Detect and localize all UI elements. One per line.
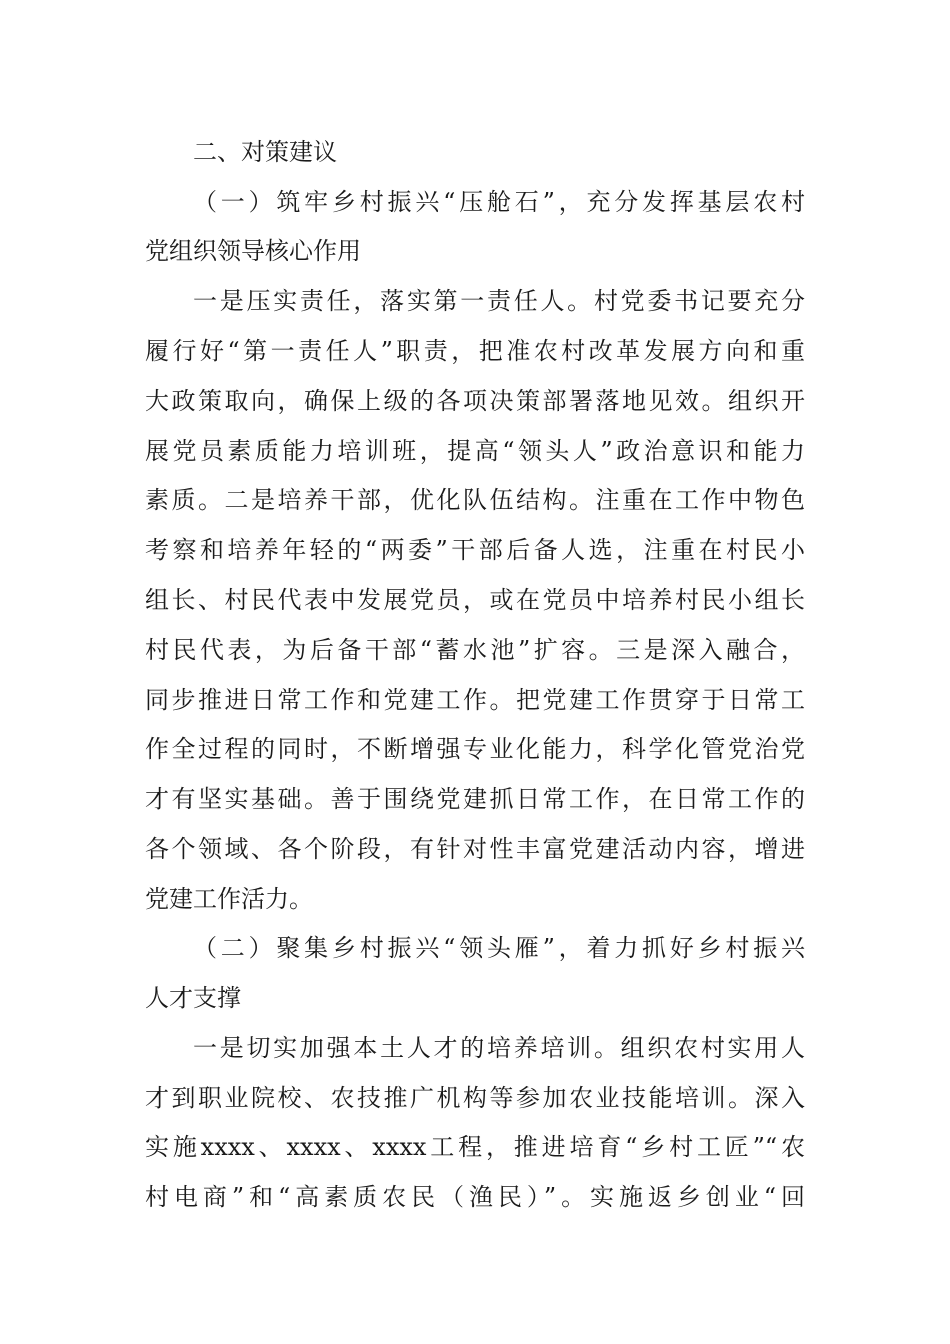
paragraph-line: 党建工作活力。 — [145, 885, 313, 913]
paragraph-line: 才有坚实基础。善于围绕党建抓日常工作，在日常工作的 — [145, 785, 805, 813]
paragraph-line: 村民代表，为后备干部“蓄水池”扩容。三是深入融合， — [145, 636, 805, 664]
paragraph-line: 作全过程的同时，不断增强专业化能力，科学化管党治党 — [145, 735, 805, 763]
paragraph-line: 才到职业院校、农技推广机构等参加农业技能培训。深入 — [145, 1084, 805, 1112]
section-heading: 二、对策建议 — [193, 138, 337, 166]
paragraph-line: 大政策取向，确保上级的各项决策部署落地见效。组织开 — [145, 387, 805, 415]
paragraph-line: 素质。二是培养干部，优化队伍结构。注重在工作中物色 — [145, 486, 805, 514]
subheading-line-1: （二）聚集乡村振兴“领头雁”，着力抓好乡村振兴 — [193, 934, 805, 962]
subheading-line-2: 人才支撑 — [145, 984, 241, 1012]
paragraph-line: 一是压实责任，落实第一责任人。村党委书记要充分 — [193, 287, 805, 315]
paragraph-line: 展党员素质能力培训班，提高“领头人”政治意识和能力 — [145, 437, 805, 465]
paragraph-line: 同步推进日常工作和党建工作。把党建工作贯穿于日常工 — [145, 686, 805, 714]
paragraph-line: 实施xxxx、xxxx、xxxx工程，推进培育“乡村工匠”“农 — [145, 1133, 805, 1161]
subheading-line-1: （一）筑牢乡村振兴“压舱石”，充分发挥基层农村 — [193, 188, 805, 216]
paragraph-line: 考察和培养年轻的“两委”干部后备人选，注重在村民小 — [145, 536, 805, 564]
paragraph-line: 履行好“第一责任人”职责，把准农村改革发展方向和重 — [145, 337, 805, 365]
paragraph-line: 组长、村民代表中发展党员，或在党员中培养村民小组长 — [145, 586, 805, 614]
paragraph-line: 村电商”和“高素质农民（渔民）”。实施返乡创业“回 — [145, 1183, 805, 1211]
paragraph-line: 一是切实加强本土人才的培养培训。组织农村实用人 — [193, 1034, 805, 1062]
paragraph-line: 各个领域、各个阶段，有针对性丰富党建活动内容，增进 — [145, 835, 805, 863]
subheading-line-2: 党组织领导核心作用 — [145, 237, 361, 265]
